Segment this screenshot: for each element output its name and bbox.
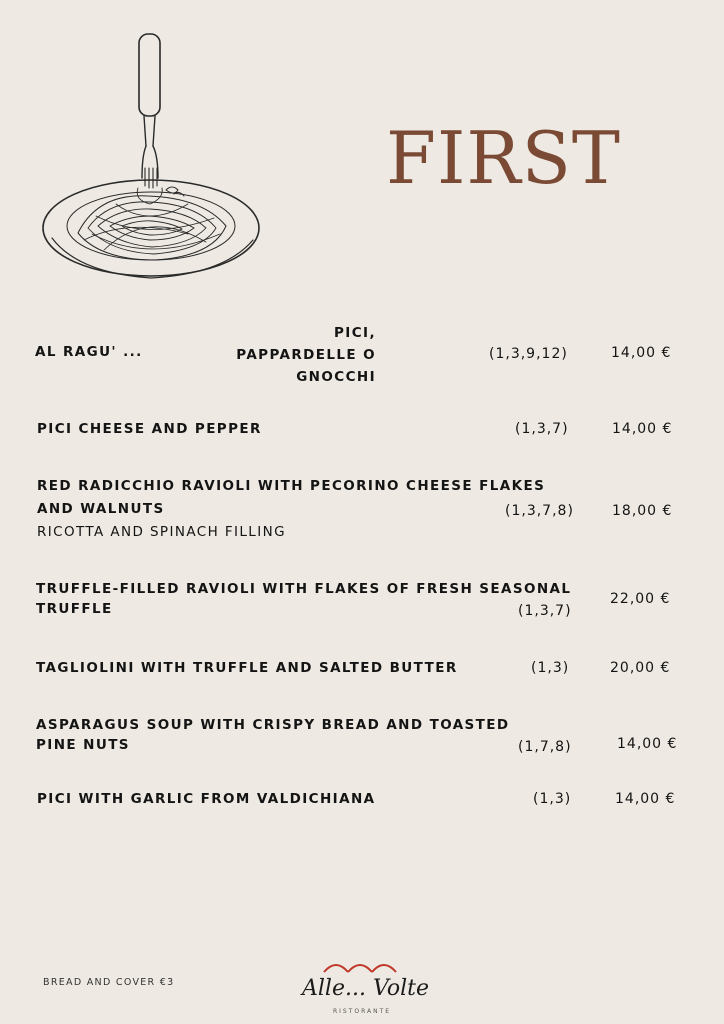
allergen-codes: (1,3) — [533, 791, 572, 807]
dish-name: TAGLIOLINI WITH TRUFFLE AND SALTED BUTTER — [36, 660, 458, 676]
price: 22,00 € — [610, 591, 671, 607]
dish-name: AL RAGU' ... — [35, 344, 143, 360]
dish-name: PINE NUTS — [36, 737, 130, 753]
price: 18,00 € — [612, 503, 673, 519]
allergen-codes: (1,7,8) — [518, 739, 572, 755]
page-title: FIRST — [386, 116, 621, 200]
price: 20,00 € — [610, 660, 671, 676]
logo-text: Alle... Volte — [302, 976, 429, 1001]
dish-name: TRUFFLE-FILLED RAVIOLI WITH FLAKES OF FRESH SEASONAL — [36, 581, 572, 597]
restaurant-logo — [298, 958, 429, 1018]
dish-name: PICI CHEESE AND PEPPER — [37, 421, 262, 437]
allergen-codes: (1,3,7) — [515, 421, 569, 437]
logo-subtext: RISTORANTE — [332, 1008, 392, 1015]
allergen-codes: (1,3) — [531, 660, 570, 676]
allergen-codes: (1,3,7,8) — [505, 503, 574, 519]
price: 14,00 € — [617, 736, 678, 752]
spaghetti-plate-icon — [38, 28, 266, 284]
allergen-codes: (1,3,9,12) — [489, 346, 568, 362]
price: 14,00 € — [612, 421, 673, 437]
dish-option-line: PAPPARDELLE O — [236, 347, 376, 363]
dish-name: TRUFFLE — [36, 601, 113, 617]
dish-description: RICOTTA AND SPINACH FILLING — [37, 524, 286, 540]
dish-options — [218, 322, 376, 388]
allergen-codes: (1,3,7) — [518, 603, 572, 619]
dish-name: ASPARAGUS SOUP WITH CRISPY BREAD AND TOASTED — [36, 717, 510, 733]
dish-option-line: PICI, — [334, 325, 376, 341]
dish-name: RED RADICCHIO RAVIOLI WITH PECORINO CHEESE FLAKES — [37, 478, 546, 494]
price: 14,00 € — [615, 791, 676, 807]
dish-option-line: GNOCCHI — [296, 369, 376, 385]
price: 14,00 € — [611, 345, 672, 361]
cover-charge-note: BREAD AND COVER €3 — [43, 977, 175, 988]
dish-name: AND WALNUTS — [37, 501, 165, 517]
dish-name: PICI WITH GARLIC FROM VALDICHIANA — [37, 791, 376, 807]
